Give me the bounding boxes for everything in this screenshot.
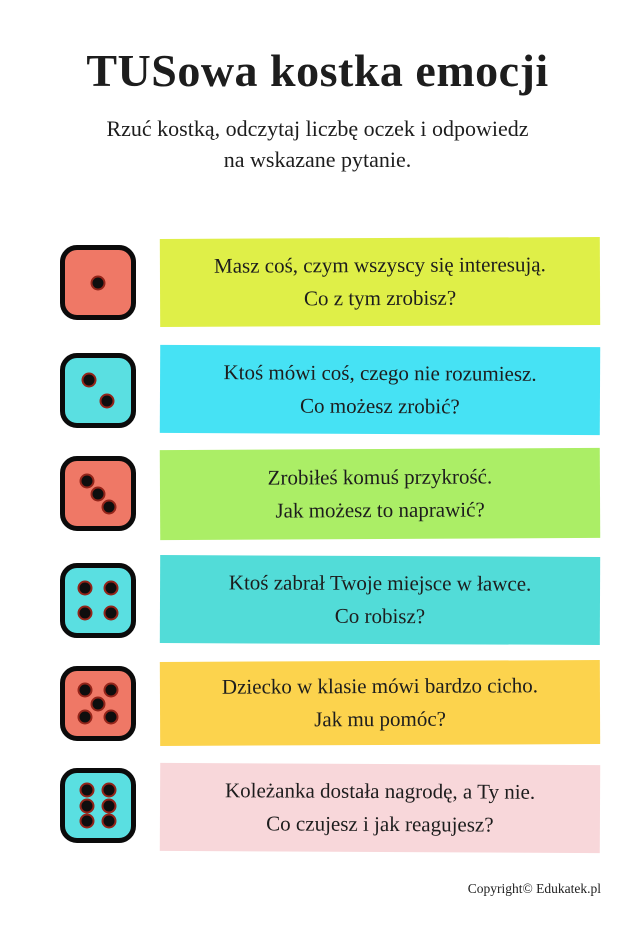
question-banner-6 — [160, 763, 600, 853]
die-pip — [79, 798, 94, 813]
question-line-1: Masz coś, czym wszyscy się interesują. — [213, 252, 546, 278]
die-pip — [102, 798, 117, 813]
copyright-text: Copyright© Edukatek.pl — [467, 881, 601, 896]
die-pip — [79, 473, 94, 488]
question-line-2: Co robisz? — [334, 603, 426, 629]
dice-question-row-2 — [0, 346, 635, 436]
question-line-1: Ktoś zabrał Twoje miejsce w ławce. — [228, 570, 532, 596]
dice-question-row-4 — [0, 556, 635, 646]
die-face-2-icon — [60, 353, 136, 428]
die-pip — [103, 605, 118, 620]
die-pip — [103, 581, 118, 596]
question-line-2: Co czujesz i jak reagujesz? — [266, 811, 494, 837]
die-pip — [78, 581, 93, 596]
die-pip — [81, 373, 96, 388]
die-pip — [77, 710, 92, 725]
die-face-5-icon — [60, 666, 136, 741]
question-banner-5 — [160, 660, 600, 746]
question-line-1: Ktoś mówi coś, czego nie rozumiesz. — [223, 360, 537, 386]
subtitle-line-1: Rzuć kostką, odczytaj liczbę oczek i odpowiedz — [106, 116, 529, 141]
die-pip — [100, 393, 115, 408]
dice-question-list — [0, 44, 635, 944]
question-banner-4 — [160, 555, 600, 645]
dice-question-row-3 — [0, 449, 635, 539]
question-line-2: Jak możesz to naprawić? — [275, 497, 485, 523]
die-face-1-icon — [60, 245, 136, 320]
die-pip — [104, 682, 119, 697]
die-pip — [91, 486, 106, 501]
question-line-2: Jak mu pomóc? — [314, 706, 447, 732]
page-title: TUSowa kostka emocji — [86, 45, 549, 96]
dice-question-row-1 — [0, 238, 635, 328]
die-pip — [78, 605, 93, 620]
dice-question-row-5 — [0, 659, 635, 749]
die-pip — [77, 682, 92, 697]
die-pip — [79, 814, 94, 829]
question-line-2: Co możesz zrobić? — [299, 393, 460, 419]
question-banner-2 — [160, 345, 600, 435]
die-pip — [91, 275, 106, 290]
die-pip — [102, 782, 117, 797]
die-pip — [104, 710, 119, 725]
die-pip — [91, 696, 106, 711]
question-line-1: Dziecko w klasie mówi bardzo cicho. — [221, 673, 539, 699]
die-face-6-icon — [60, 768, 136, 843]
die-pip — [102, 814, 117, 829]
die-face-4-icon — [60, 563, 136, 638]
question-line-1: Koleżanka dostała nagrodę, a Ty nie. — [224, 778, 536, 804]
question-line-2: Co z tym zrobisz? — [303, 285, 457, 311]
subtitle-line-2: na wskazane pytanie. — [223, 147, 412, 172]
question-line-1: Zrobiłeś komuś przykrość. — [267, 464, 493, 490]
question-banner-1 — [160, 237, 600, 327]
die-face-3-icon — [60, 456, 136, 531]
question-banner-3 — [160, 448, 600, 540]
die-pip — [102, 499, 117, 514]
dice-question-row-6 — [0, 761, 635, 851]
die-pip — [79, 782, 94, 797]
